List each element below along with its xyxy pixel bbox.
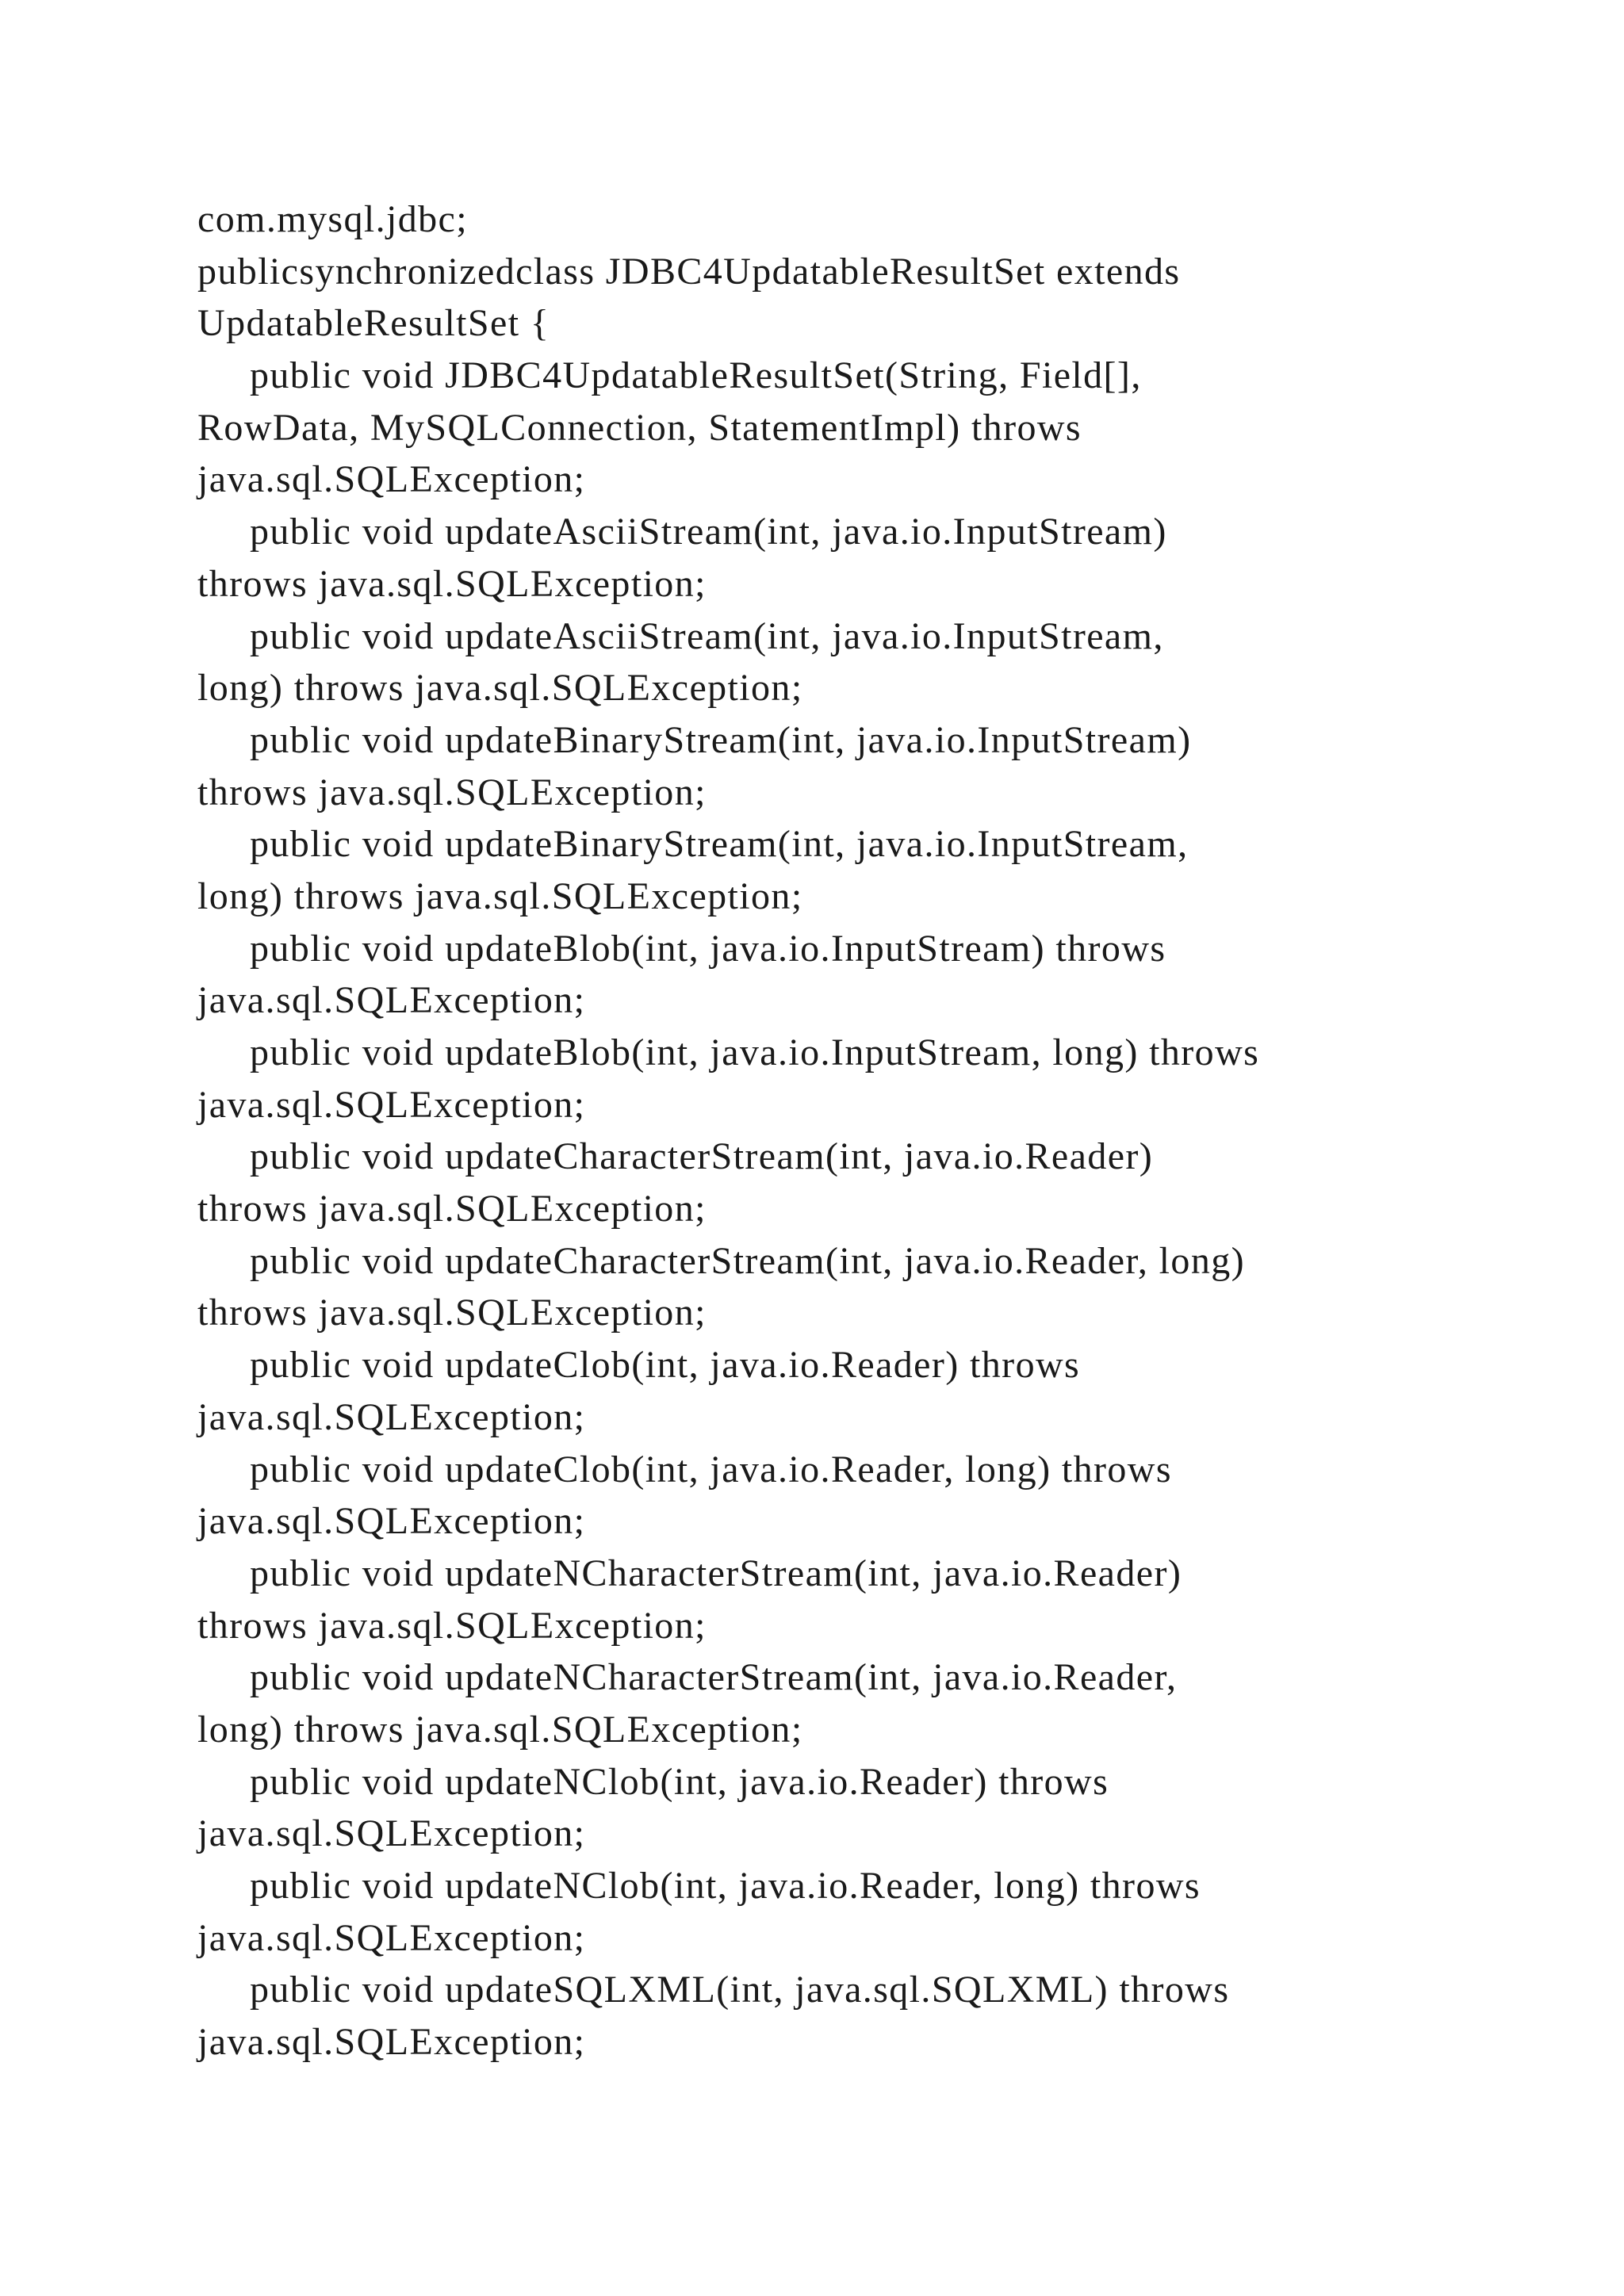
text-line: public void updateCharacterStream(int, java.io.Reader) [250,1135,1154,1178]
text-line: java.sql.SQLException; [197,1395,586,1438]
text-line: throws java.sql.SQLException; [197,1188,707,1230]
text-line: throws java.sql.SQLException; [197,1604,707,1647]
text-line: public void updateBlob(int, java.io.InputStream, long) throws [250,1031,1260,1073]
text-line: public void updateAsciiStream(int, java.io.InputStream, [250,614,1164,657]
text-line: public void updateClob(int, java.io.Reader, long) throws [250,1448,1172,1490]
text-line: public void updateClob(int, java.io.Reader) throws [250,1344,1081,1387]
text-line: public void updateNClob(int, java.io.Reader, long) throws [250,1865,1201,1907]
text-line: public void updateBlob(int, java.io.InputStream) throws [250,927,1166,970]
text-line: public void updateAsciiStream(int, java.io.InputStream) [250,511,1167,553]
text-line: publicsynchronizedclass JDBC4UpdatableResultSet extends [197,250,1181,293]
text-line: RowData, MySQLConnection, StatementImpl) throws [197,406,1082,449]
text-line: java.sql.SQLException; [197,979,586,1022]
text-line: java.sql.SQLException; [197,1812,586,1855]
text-line: throws java.sql.SQLException; [197,1292,707,1334]
text-line: java.sql.SQLException; [197,1083,586,1126]
text-line: com.mysql.jdbc; [197,198,468,240]
text-line: UpdatableResultSet { [197,302,550,345]
text-line: java.sql.SQLException; [197,1500,586,1543]
text-line: public void updateNCharacterStream(int, java.io.Reader) [250,1552,1182,1594]
text-line: long) throws java.sql.SQLException; [197,1708,803,1751]
text-line: throws java.sql.SQLException; [197,562,707,605]
text-line: public void updateBinaryStream(int, java.io.InputStream) [250,718,1192,761]
text-line: public void updateCharacterStream(int, java.io.Reader, long) [250,1239,1246,1282]
text-line: java.sql.SQLException; [197,2021,586,2064]
text-line: public void updateNCharacterStream(int, java.io.Reader, [250,1656,1178,1699]
text-line: long) throws java.sql.SQLException; [197,667,803,710]
text-line: long) throws java.sql.SQLException; [197,874,803,917]
code-text-block [197,193,1498,2068]
text-line: public void updateBinaryStream(int, java.io.InputStream, [250,823,1189,866]
text-line: public void updateSQLXML(int, java.sql.SQLXML) throws [250,1969,1230,2011]
text-line: throws java.sql.SQLException; [197,771,707,813]
text-line: java.sql.SQLException; [197,1916,586,1959]
text-line: public void JDBC4UpdatableResultSet(String, Field[], [250,354,1142,397]
text-line: java.sql.SQLException; [197,458,586,501]
text-line: public void updateNClob(int, java.io.Reader) throws [250,1760,1109,1803]
